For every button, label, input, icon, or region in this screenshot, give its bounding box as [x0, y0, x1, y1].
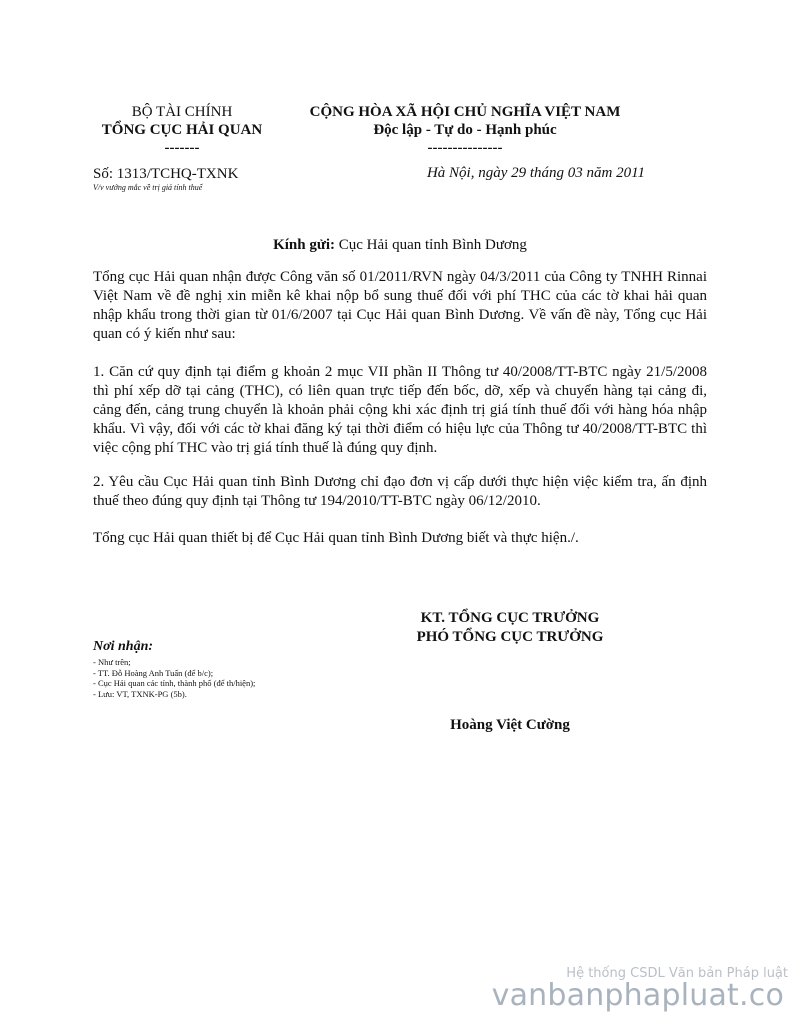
document-number: Số: 1313/TCHQ-TXNK: [93, 166, 239, 182]
watermark-site: vanbanphapluat.co: [491, 978, 784, 1013]
national-header: [290, 103, 640, 157]
national-motto: Độc lập - Tự do - Hạnh phúc: [373, 122, 557, 138]
body-paragraph-2: 2. Yêu cầu Cục Hải quan tỉnh Bình Dương chỉ đạo đơn vị cấp dưới thực hiện việc kiểm tra, ấn định thuế theo đúng quy định tại Thông tư 194/2010/TT-BTC ngày 06/12/2010.: [93, 474, 707, 509]
body-paragraph-closing: Tổng cục Hải quan thiết bị để Cục Hải quan tỉnh Bình Dương biết và thực hiện./.: [93, 530, 579, 546]
place-date: Hà Nội, ngày 29 tháng 03 năm 2011: [426, 165, 645, 181]
recipient-label: Kính gửi:: [273, 237, 336, 253]
signature-title: [380, 609, 640, 647]
recipients-list: [93, 657, 255, 699]
body-paragraph-1: 1. Căn cứ quy định tại điểm g khoản 2 mục VII phần II Thông tư 40/2008/TT-BTC ngày 21/5/2008 thì phí xếp dỡ tại cảng (THC), có liên quan trực tiếp đến bốc, dỡ, xếp và chuyển hàng tại cảng đi, cảng đến, cảng trung chuyển là khoản phải cộng khi xác định trị giá tính thuế đối với hàng hóa nhập khẩu. Vì vậy, đối với các tờ khai đăng ký tại thời điểm có hiệu lực của Thông tư 40/2008/TT-BTC thì việc cộng phí THC vào trị giá tính thuế là đúng quy định.: [93, 364, 707, 456]
signer-name: Hoàng Việt Cường: [450, 717, 570, 733]
recipients-item: - TT. Đỗ Hoàng Anh Tuấn (để b/c);: [93, 667, 214, 678]
recipients-item: - Lưu: VT, TXNK-PG (5b).: [93, 688, 187, 699]
recipients-title: Nơi nhận:: [93, 639, 154, 654]
recipient-name: Cục Hải quan tỉnh Bình Dương: [335, 237, 527, 253]
motto-divider: ---------------: [427, 140, 503, 156]
issuer-divider: -------: [164, 140, 200, 156]
ministry-name: BỘ TÀI CHÍNH: [131, 104, 233, 120]
issuer-header: [82, 103, 282, 157]
recipients-item: - Cục Hải quan các tỉnh, thành phố (để th/hiện);: [93, 678, 256, 688]
recipients-item: - Như trên;: [93, 657, 131, 667]
watermark-caption: Hệ thống CSDL Văn bản Pháp luật: [566, 966, 788, 981]
signature-line-1: KT. TỔNG CỤC TRƯỞNG: [420, 610, 600, 626]
signature-line-2: PHÓ TỔNG CỤC TRƯỞNG: [416, 629, 604, 645]
document-subject: V/v vướng mắc về trị giá tính thuế: [93, 183, 203, 192]
body-paragraph-intro: Tổng cục Hải quan nhận được Công văn số 01/2011/RVN ngày 04/3/2011 của Công ty TNHH Rinnai Việt Nam về đề nghị xin miễn kê khai nộp bổ sung thuế đối với phí THC của các tờ khai hải quan nhập khẩu trong thời gian từ 01/6/2007 tại Cục Hải quan Bình Dương. Về vấn đề này, Tổng cục Hải quan có ý kiến như sau:: [93, 269, 707, 342]
agency-name: TỔNG CỤC HẢI QUAN: [101, 122, 263, 138]
country-name: CỘNG HÒA XÃ HỘI CHỦ NGHĨA VIỆT NAM: [309, 104, 621, 120]
recipient-line: [0, 237, 800, 254]
